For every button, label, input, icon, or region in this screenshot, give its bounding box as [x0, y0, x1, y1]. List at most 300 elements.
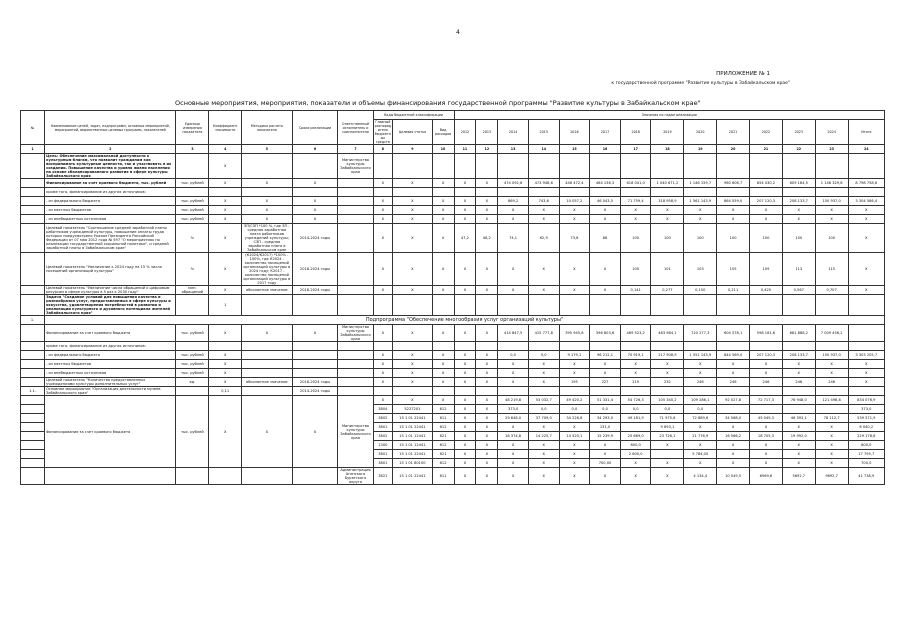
- table-cell: 2018-2024 годы: [292, 378, 338, 387]
- table-cell: [498, 387, 529, 396]
- table-cell: [21, 154, 45, 179]
- table-cell: [528, 154, 559, 179]
- table-cell: 612: [432, 441, 454, 450]
- table-cell: [848, 154, 884, 179]
- value-cell: X: [848, 360, 884, 369]
- table-cell: X: [476, 441, 498, 450]
- value-cell: 396 803,6: [590, 325, 621, 342]
- value-cell: X: [684, 459, 717, 468]
- header-total: Итого: [848, 120, 884, 145]
- table-cell: X: [432, 224, 454, 253]
- table-cell: 3801: [373, 450, 393, 459]
- table-cell: X: [454, 378, 476, 387]
- value-cell: 86: [590, 224, 621, 253]
- table-cell: 2014-2024 годы: [292, 387, 338, 396]
- value-cell: X: [750, 360, 783, 369]
- value-cell: 0,150: [684, 286, 717, 295]
- table-cell: Финансирование за счет краевого бюджета, тыс. рублей: [45, 179, 176, 188]
- value-cell: X: [684, 215, 717, 224]
- header-year: 2018: [620, 120, 651, 145]
- table-cell: %: [176, 224, 209, 253]
- value-cell: 854 430,2: [750, 179, 783, 188]
- table-cell: [620, 154, 651, 179]
- table-cell: (К2024/К2017) *100% - 100%, где К2024 - количество посещений организаций культуры в 2024 году; К2017 - количество посещений организаций культуры в 2017 году: [243, 253, 291, 285]
- table-cell: X: [373, 206, 393, 215]
- value-cell: 0,0: [590, 405, 621, 414]
- value-cell: 14 520,1: [559, 432, 590, 441]
- table-cell: X: [393, 197, 432, 206]
- table-cell: X: [393, 206, 432, 215]
- table-cell: [620, 295, 651, 316]
- table-cell: 15 1 01 12441: [393, 432, 432, 441]
- table-cell: ед.: [176, 378, 209, 387]
- table-cell: X: [476, 325, 498, 342]
- table-cell: X: [432, 325, 454, 342]
- table-cell: [338, 188, 373, 197]
- table-cell: 3801: [373, 459, 393, 468]
- table-cell: X: [373, 369, 393, 378]
- value-cell: [750, 405, 783, 414]
- table-cell: [559, 154, 590, 179]
- table-cell: [559, 295, 590, 316]
- table-cell: [21, 351, 45, 360]
- value-cell: X: [848, 224, 884, 253]
- table-cell: X: [209, 224, 242, 253]
- table-cell: [21, 325, 45, 342]
- table-cell: X: [373, 325, 393, 342]
- value-cell: 373,0: [498, 405, 529, 414]
- value-cell: X: [684, 206, 717, 215]
- value-cell: 0,0: [559, 405, 590, 414]
- table-cell: X: [209, 369, 242, 378]
- table-cell: [528, 295, 559, 316]
- value-cell: 834 076,9: [848, 396, 884, 405]
- table-cell: [242, 360, 292, 369]
- column-number: 3: [176, 145, 209, 154]
- table-cell: [393, 387, 432, 396]
- value-cell: X: [815, 360, 848, 369]
- table-cell: 15 1 01 22441: [393, 423, 432, 432]
- table-cell: X: [454, 459, 476, 468]
- table-cell: X: [454, 432, 476, 441]
- table-cell: [242, 188, 292, 197]
- value-cell: X: [717, 459, 750, 468]
- table-cell: 15 1 01 22441: [393, 414, 432, 423]
- table-cell: [292, 188, 338, 197]
- value-cell: 207 120,3: [750, 351, 783, 360]
- table-cell: X: [476, 468, 498, 485]
- table-cell: тыс. рублей: [176, 396, 209, 468]
- value-cell: 0,425: [750, 286, 783, 295]
- table-cell: X: [454, 286, 476, 295]
- value-cell: 29 648,0: [498, 414, 529, 423]
- value-cell: X: [590, 369, 621, 378]
- value-cell: X: [498, 369, 529, 378]
- table-cell: [750, 295, 783, 316]
- value-cell: 100: [815, 224, 848, 253]
- table-cell: X: [432, 215, 454, 224]
- value-cell: 0,0: [528, 405, 559, 414]
- value-cell: 10 549,5: [717, 468, 750, 485]
- table-cell: [209, 342, 242, 351]
- table-cell: 1300: [373, 441, 393, 450]
- value-cell: X: [528, 253, 559, 286]
- value-cell: 100: [620, 224, 651, 253]
- value-cell: 72 717,3: [750, 396, 783, 405]
- value-cell: 1 146 329,6: [815, 179, 848, 188]
- table-cell: - из внебюджетных источников: [45, 369, 176, 378]
- column-number: 9: [393, 145, 432, 154]
- table-cell: 2014-2024 годы: [292, 224, 338, 253]
- table-cell: [476, 188, 498, 197]
- value-cell: X: [559, 441, 590, 450]
- indicator-row: [21, 253, 885, 286]
- table-cell: [21, 378, 45, 387]
- table-cell: 611: [432, 414, 454, 423]
- value-cell: 0,0: [651, 405, 684, 414]
- value-cell: X: [684, 423, 717, 432]
- header-year: 2014: [498, 120, 529, 145]
- value-cell: 17 795,7: [848, 450, 884, 459]
- value-cell: 9692,7: [815, 468, 848, 485]
- table-cell: X: [393, 215, 432, 224]
- value-cell: X: [559, 423, 590, 432]
- table-cell: [717, 387, 750, 396]
- value-cell: X: [750, 450, 783, 459]
- table-cell: Целевой показатель "Увеличение числа обращений к цифровым ресурсам в сфере культуры в 5 раз к 2030 году": [45, 286, 176, 295]
- table-cell: [684, 154, 717, 179]
- table-cell: X: [432, 286, 454, 295]
- value-cell: X: [717, 369, 750, 378]
- fed-row: [21, 197, 885, 206]
- value-cell: 0,0: [528, 351, 559, 360]
- table-cell: X: [209, 197, 242, 206]
- value-cell: X: [684, 441, 717, 450]
- table-cell: [373, 387, 393, 396]
- table-cell: [815, 342, 848, 351]
- sub-loc-row: [21, 360, 885, 369]
- subprogram-title: Подпрограмма "Обеспечение многообразия услуг организаций культуры": [45, 316, 885, 325]
- value-cell: 73,8: [559, 224, 590, 253]
- header-year: 2019: [651, 120, 684, 145]
- value-cell: 96 212,1: [590, 351, 621, 360]
- table-cell: X: [209, 179, 242, 188]
- table-cell: [373, 295, 393, 316]
- value-cell: 100: [651, 224, 684, 253]
- table-cell: X: [454, 405, 476, 414]
- sub-ext-row: [21, 369, 885, 378]
- value-cell: 1 561 143,9: [684, 197, 717, 206]
- value-cell: 7 009 456,2: [815, 325, 848, 342]
- table-cell: X: [432, 206, 454, 215]
- sub-fed-row: [21, 351, 885, 360]
- table-cell: Целевой показатель "Количество предоставленных учреждениями культуры дополнительных услуг": [45, 378, 176, 387]
- value-cell: X: [717, 423, 750, 432]
- subprogram-row: [21, 316, 885, 325]
- value-cell: X: [782, 206, 815, 215]
- table-cell: [393, 342, 432, 351]
- table-cell: X: [209, 351, 242, 360]
- table-cell: [590, 387, 621, 396]
- table-cell: [292, 295, 338, 316]
- table-cell: - из федерального бюджета: [45, 351, 176, 360]
- value-cell: X: [750, 423, 783, 432]
- table-cell: ЗП/СЗП *100 %, где ЗП - средняя заработная плата работников учреждений культуры; СЗП - средняя заработная плата в Забайкальском крае: [242, 224, 292, 253]
- value-cell: 71 975,6: [651, 414, 684, 423]
- table-cell: [21, 414, 45, 423]
- value-cell: 49 181,9: [620, 414, 651, 423]
- table-cell: [717, 154, 750, 179]
- value-cell: 2 600,0: [620, 450, 651, 459]
- value-cell: 246: [782, 378, 815, 387]
- value-cell: [717, 405, 750, 414]
- table-cell: [21, 432, 45, 441]
- table-cell: [292, 154, 338, 179]
- table-cell: [750, 188, 783, 197]
- table-cell: [782, 154, 815, 179]
- table-cell: X: [454, 360, 476, 369]
- value-cell: X: [651, 441, 684, 450]
- value-cell: [815, 405, 848, 414]
- table-cell: [209, 188, 242, 197]
- value-cell: 3 303 205,7: [848, 351, 884, 360]
- value-cell: 18 705,3: [750, 432, 783, 441]
- table-cell: [782, 387, 815, 396]
- header-name: Наименование целей, задач, подпрограмм, основных мероприятий, мероприятий, ведомственных целевых программ, показателей: [45, 111, 176, 145]
- table-cell: [848, 295, 884, 316]
- table-cell: X: [476, 351, 498, 360]
- table-cell: - из местных бюджетов: [45, 206, 176, 215]
- value-cell: X: [590, 253, 621, 286]
- program-table: [20, 110, 885, 485]
- table-cell: [242, 295, 292, 316]
- table-cell: [242, 468, 292, 485]
- table-cell: 2018-2024 годы: [292, 286, 338, 295]
- table-cell: [242, 351, 292, 360]
- value-cell: [848, 325, 884, 342]
- table-cell: [21, 253, 45, 286]
- value-cell: 100: [684, 224, 717, 253]
- value-cell: 46 043,5: [590, 197, 621, 206]
- table-cell: [21, 450, 45, 459]
- table-cell: X: [476, 215, 498, 224]
- value-cell: X: [559, 369, 590, 378]
- value-cell: X: [528, 369, 559, 378]
- table-cell: X: [393, 360, 432, 369]
- value-cell: 8 798 758,6: [848, 179, 884, 188]
- header-unit: Единица измерения показателя: [176, 111, 209, 145]
- table-cell: X: [393, 286, 432, 295]
- value-cell: X: [498, 441, 529, 450]
- value-cell: 474 092,6: [498, 179, 529, 188]
- table-cell: [651, 342, 684, 351]
- value-cell: 208 133,7: [782, 197, 815, 206]
- table-cell: [21, 179, 45, 188]
- table-cell: [815, 295, 848, 316]
- value-cell: X: [750, 459, 783, 468]
- fin-block-row: [21, 396, 885, 405]
- value-cell: 609 184,5: [782, 179, 815, 188]
- table-cell: X: [242, 206, 292, 215]
- table-cell: [559, 387, 590, 396]
- incl-row: [21, 188, 885, 197]
- table-cell: X: [209, 154, 242, 179]
- value-cell: 37 709,0: [528, 414, 559, 423]
- value-cell: 23 726,1: [651, 432, 684, 441]
- value-cell: 100: [620, 253, 651, 286]
- value-cell: 246: [750, 378, 783, 387]
- value-cell: 70 919,1: [620, 351, 651, 360]
- table-cell: X: [292, 197, 338, 206]
- table-cell: [176, 295, 209, 316]
- table-cell: [21, 468, 45, 485]
- table-cell: 1: [209, 295, 242, 316]
- table-cell: X: [454, 253, 476, 286]
- value-cell: X: [498, 360, 529, 369]
- table-cell: X: [373, 378, 393, 387]
- table-cell: 15 1 01 12441: [393, 441, 432, 450]
- value-cell: 100: [717, 224, 750, 253]
- table-cell: X: [454, 450, 476, 459]
- value-cell: 121 498,8: [815, 396, 848, 405]
- value-cell: X: [498, 378, 529, 387]
- table-cell: 621: [432, 432, 454, 441]
- table-cell: X: [209, 253, 242, 286]
- value-cell: 207 120,3: [750, 197, 783, 206]
- table-cell: [45, 468, 176, 485]
- value-cell: X: [528, 215, 559, 224]
- value-cell: 71 759,4: [620, 197, 651, 206]
- value-cell: X: [684, 369, 717, 378]
- value-cell: X: [528, 378, 559, 387]
- value-cell: X: [528, 360, 559, 369]
- table-cell: [651, 188, 684, 197]
- value-cell: 34 293,0: [590, 414, 621, 423]
- table-cell: X: [454, 369, 476, 378]
- table-cell: X: [242, 215, 292, 224]
- column-number: 7: [338, 145, 373, 154]
- table-cell: X: [432, 197, 454, 206]
- value-cell: 105 340,2: [651, 396, 684, 405]
- column-number: 18: [651, 145, 684, 154]
- column-number: 20: [717, 145, 750, 154]
- table-cell: X: [432, 179, 454, 188]
- table-cell: кроме того, финансирование из других источников:: [45, 188, 176, 197]
- table-cell: 15 1 01 22441: [393, 450, 432, 459]
- table-cell: X: [476, 206, 498, 215]
- table-cell: Основное мероприятие "Организация деятельности музеев Забайкальского края": [45, 387, 176, 396]
- value-cell: 78 112,7: [815, 414, 848, 423]
- value-cell: X: [590, 286, 621, 295]
- table-cell: [21, 459, 45, 468]
- value-cell: 227: [590, 378, 621, 387]
- column-number: 8: [373, 145, 393, 154]
- table-cell: X: [454, 414, 476, 423]
- table-cell: X: [476, 197, 498, 206]
- value-cell: 46 393,1: [782, 414, 815, 423]
- header-year: 2023: [782, 120, 815, 145]
- table-cell: [476, 154, 498, 179]
- table-cell: [338, 378, 373, 387]
- table-cell: [782, 295, 815, 316]
- appendix-label: ПРИЛОЖЕНИЕ № 1: [716, 71, 770, 77]
- table-cell: X: [476, 396, 498, 405]
- table-cell: %: [176, 253, 209, 286]
- value-cell: 109 286,1: [684, 396, 717, 405]
- table-cell: тыс. рублей: [176, 206, 209, 215]
- table-cell: [338, 360, 373, 369]
- value-cell: 864 559,0: [717, 197, 750, 206]
- table-cell: [454, 342, 476, 351]
- table-cell: [590, 295, 621, 316]
- table-cell: Министерство культуры Забайкальского края: [338, 325, 373, 342]
- table-cell: X: [373, 253, 393, 286]
- goal-row: [21, 154, 885, 179]
- table-cell: [782, 188, 815, 197]
- column-number: 12: [476, 145, 498, 154]
- value-cell: 219: [620, 378, 651, 387]
- value-cell: 217 908,9: [651, 351, 684, 360]
- value-cell: X: [528, 286, 559, 295]
- column-number: 23: [815, 145, 848, 154]
- value-cell: 0,211: [717, 286, 750, 295]
- header-year: 2012: [454, 120, 476, 145]
- column-number: 2: [45, 145, 176, 154]
- value-cell: 681 888,2: [782, 325, 815, 342]
- table-cell: [684, 188, 717, 197]
- value-cell: 743,6: [528, 197, 559, 206]
- header-grbs: Главный распорядитель бюджетных средств: [374, 120, 392, 144]
- value-cell: 618 041,0: [620, 179, 651, 188]
- value-cell: X: [651, 360, 684, 369]
- table-cell: 612: [432, 459, 454, 468]
- value-cell: 0,141: [620, 286, 651, 295]
- value-cell: X: [528, 450, 559, 459]
- value-cell: X: [498, 286, 529, 295]
- loc-row: [21, 206, 885, 215]
- table-cell: X: [476, 378, 498, 387]
- value-cell: X: [848, 206, 884, 215]
- table-cell: X: [393, 351, 432, 360]
- table-cell: X: [209, 206, 242, 215]
- value-cell: 34 568,0: [717, 414, 750, 423]
- table-cell: X: [454, 215, 476, 224]
- value-cell: X: [717, 450, 750, 459]
- table-cell: - из местных бюджетов: [45, 360, 176, 369]
- table-cell: [338, 197, 373, 206]
- ext-row: [21, 215, 885, 224]
- header-year: 2016: [559, 120, 590, 145]
- value-cell: 9 179,1: [559, 351, 590, 360]
- value-cell: X: [528, 468, 559, 485]
- header-vr: Вид расходов: [432, 120, 454, 145]
- value-cell: 844 569,0: [717, 351, 750, 360]
- table-cell: [684, 342, 717, 351]
- table-cell: X: [242, 179, 292, 188]
- table-cell: [338, 342, 373, 351]
- value-cell: 34 226,8: [559, 414, 590, 423]
- table-cell: Задача "Создание условий для повышения качества и разнообразия услуг, предоставляемых в сфере культуры и искусства, удовлетворения потребностей в развитии и реализации культурного и духовного потенциала жителей Забайкальского края": [45, 295, 176, 316]
- header-resp: Ответственный исполнитель и соисполнители: [338, 111, 373, 145]
- value-cell: X: [848, 378, 884, 387]
- table-cell: 1.: [21, 316, 45, 325]
- last-resp: Администрация Агинского Бурятского округа: [338, 468, 373, 485]
- table-cell: [498, 342, 529, 351]
- value-cell: 483 984,1: [651, 325, 684, 342]
- column-number: 22: [782, 145, 815, 154]
- table-cell: [21, 295, 45, 316]
- value-cell: 208 133,7: [782, 351, 815, 360]
